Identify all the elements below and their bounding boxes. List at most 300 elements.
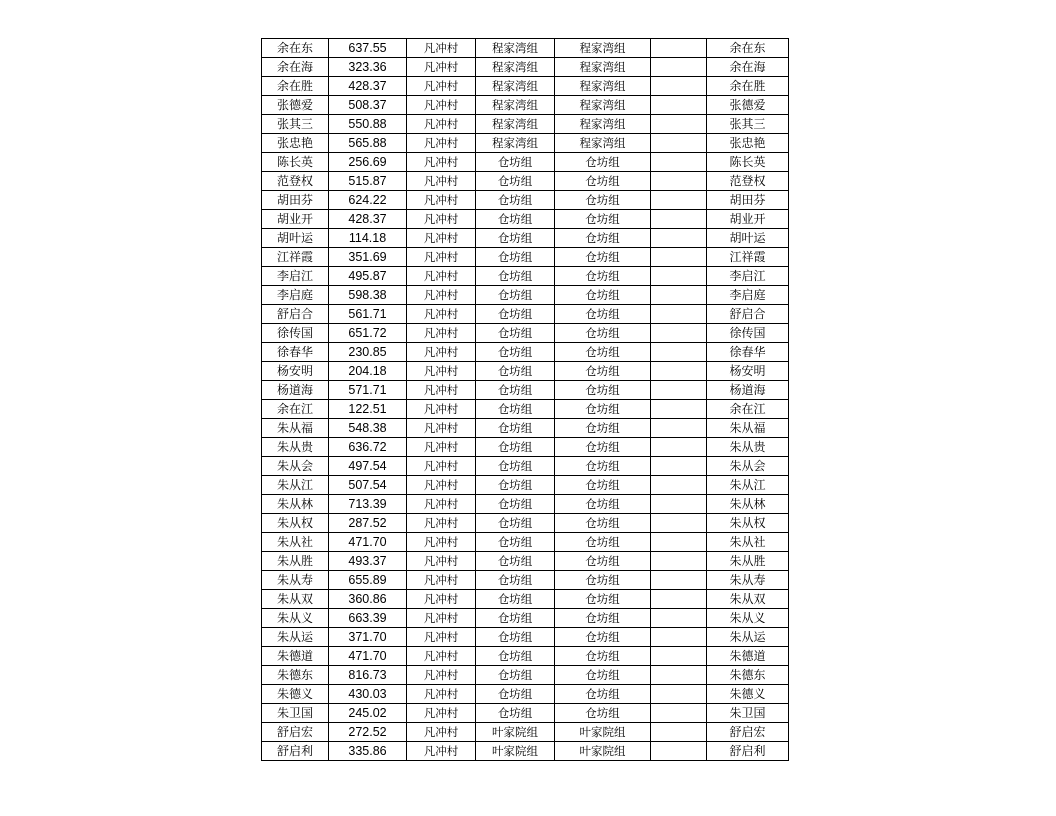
cell-village: 凡冲村 bbox=[407, 210, 476, 229]
cell-group: 程家湾组 bbox=[476, 58, 555, 77]
cell-group: 仓坊组 bbox=[476, 495, 555, 514]
cell-village: 凡冲村 bbox=[407, 495, 476, 514]
table-row bbox=[262, 324, 789, 343]
cell-empty bbox=[651, 571, 707, 590]
cell-group: 仓坊组 bbox=[476, 552, 555, 571]
cell-area: 335.86 bbox=[329, 742, 407, 761]
table-row bbox=[262, 723, 789, 742]
cell-group: 仓坊组 bbox=[476, 172, 555, 191]
cell-empty bbox=[651, 666, 707, 685]
cell-village: 凡冲村 bbox=[407, 96, 476, 115]
cell-area: 550.88 bbox=[329, 115, 407, 134]
cell-name: 张其三 bbox=[262, 115, 329, 134]
cell-area: 428.37 bbox=[329, 77, 407, 96]
cell-group: 程家湾组 bbox=[476, 96, 555, 115]
cell-owner: 朱德义 bbox=[707, 685, 789, 704]
cell-area: 561.71 bbox=[329, 305, 407, 324]
cell-area: 256.69 bbox=[329, 153, 407, 172]
cell-area: 816.73 bbox=[329, 666, 407, 685]
cell-name: 李启江 bbox=[262, 267, 329, 286]
cell-area: 114.18 bbox=[329, 229, 407, 248]
cell-group: 仓坊组 bbox=[476, 324, 555, 343]
cell-area: 493.37 bbox=[329, 552, 407, 571]
cell-name: 李启庭 bbox=[262, 286, 329, 305]
table-row bbox=[262, 476, 789, 495]
cell-group-2: 仓坊组 bbox=[555, 685, 651, 704]
cell-area: 122.51 bbox=[329, 400, 407, 419]
cell-empty bbox=[651, 96, 707, 115]
cell-empty bbox=[651, 495, 707, 514]
cell-group: 仓坊组 bbox=[476, 628, 555, 647]
cell-group-2: 程家湾组 bbox=[555, 134, 651, 153]
cell-group: 仓坊组 bbox=[476, 419, 555, 438]
cell-empty bbox=[651, 305, 707, 324]
cell-name: 舒启合 bbox=[262, 305, 329, 324]
cell-name: 舒启宏 bbox=[262, 723, 329, 742]
cell-owner: 李启庭 bbox=[707, 286, 789, 305]
cell-area: 548.38 bbox=[329, 419, 407, 438]
cell-empty bbox=[651, 723, 707, 742]
cell-name: 杨道海 bbox=[262, 381, 329, 400]
table-row bbox=[262, 571, 789, 590]
cell-group-2: 仓坊组 bbox=[555, 609, 651, 628]
cell-name: 杨安明 bbox=[262, 362, 329, 381]
cell-village: 凡冲村 bbox=[407, 400, 476, 419]
cell-group: 仓坊组 bbox=[476, 438, 555, 457]
cell-area: 471.70 bbox=[329, 647, 407, 666]
cell-empty bbox=[651, 742, 707, 761]
cell-empty bbox=[651, 286, 707, 305]
cell-group: 仓坊组 bbox=[476, 647, 555, 666]
cell-owner: 杨道海 bbox=[707, 381, 789, 400]
cell-name: 朱从胜 bbox=[262, 552, 329, 571]
cell-village: 凡冲村 bbox=[407, 172, 476, 191]
cell-group: 仓坊组 bbox=[476, 229, 555, 248]
cell-area: 495.87 bbox=[329, 267, 407, 286]
cell-owner: 余在胜 bbox=[707, 77, 789, 96]
cell-owner: 余在海 bbox=[707, 58, 789, 77]
cell-group-2: 仓坊组 bbox=[555, 533, 651, 552]
cell-area: 204.18 bbox=[329, 362, 407, 381]
cell-group-2: 仓坊组 bbox=[555, 647, 651, 666]
cell-name: 朱从运 bbox=[262, 628, 329, 647]
cell-village: 凡冲村 bbox=[407, 723, 476, 742]
cell-village: 凡冲村 bbox=[407, 229, 476, 248]
cell-empty bbox=[651, 324, 707, 343]
cell-village: 凡冲村 bbox=[407, 685, 476, 704]
cell-area: 565.88 bbox=[329, 134, 407, 153]
cell-name: 朱从社 bbox=[262, 533, 329, 552]
table-row bbox=[262, 134, 789, 153]
cell-owner: 张其三 bbox=[707, 115, 789, 134]
cell-name: 朱从权 bbox=[262, 514, 329, 533]
cell-name: 陈长英 bbox=[262, 153, 329, 172]
cell-village: 凡冲村 bbox=[407, 476, 476, 495]
cell-name: 朱从双 bbox=[262, 590, 329, 609]
cell-group-2: 仓坊组 bbox=[555, 286, 651, 305]
cell-owner: 朱从义 bbox=[707, 609, 789, 628]
cell-village: 凡冲村 bbox=[407, 191, 476, 210]
cell-group: 仓坊组 bbox=[476, 362, 555, 381]
cell-village: 凡冲村 bbox=[407, 457, 476, 476]
cell-village: 凡冲村 bbox=[407, 590, 476, 609]
cell-area: 663.39 bbox=[329, 609, 407, 628]
cell-group: 叶家院组 bbox=[476, 742, 555, 761]
cell-owner: 陈长英 bbox=[707, 153, 789, 172]
cell-empty bbox=[651, 438, 707, 457]
cell-area: 713.39 bbox=[329, 495, 407, 514]
cell-group: 仓坊组 bbox=[476, 514, 555, 533]
cell-village: 凡冲村 bbox=[407, 324, 476, 343]
cell-group-2: 仓坊组 bbox=[555, 590, 651, 609]
table-row bbox=[262, 77, 789, 96]
cell-empty bbox=[651, 400, 707, 419]
cell-area: 624.22 bbox=[329, 191, 407, 210]
cell-group-2: 仓坊组 bbox=[555, 552, 651, 571]
cell-village: 凡冲村 bbox=[407, 248, 476, 267]
cell-village: 凡冲村 bbox=[407, 77, 476, 96]
cell-group: 仓坊组 bbox=[476, 590, 555, 609]
cell-group: 仓坊组 bbox=[476, 248, 555, 267]
table-row bbox=[262, 381, 789, 400]
cell-village: 凡冲村 bbox=[407, 267, 476, 286]
cell-owner: 朱从胜 bbox=[707, 552, 789, 571]
cell-group: 程家湾组 bbox=[476, 134, 555, 153]
cell-group-2: 程家湾组 bbox=[555, 39, 651, 58]
cell-empty bbox=[651, 267, 707, 286]
cell-group: 仓坊组 bbox=[476, 609, 555, 628]
cell-area: 598.38 bbox=[329, 286, 407, 305]
cell-name: 朱从福 bbox=[262, 419, 329, 438]
cell-owner: 胡叶运 bbox=[707, 229, 789, 248]
cell-name: 余在胜 bbox=[262, 77, 329, 96]
cell-empty bbox=[651, 628, 707, 647]
cell-group-2: 仓坊组 bbox=[555, 666, 651, 685]
cell-village: 凡冲村 bbox=[407, 286, 476, 305]
cell-village: 凡冲村 bbox=[407, 609, 476, 628]
cell-area: 430.03 bbox=[329, 685, 407, 704]
cell-area: 371.70 bbox=[329, 628, 407, 647]
cell-owner: 朱德道 bbox=[707, 647, 789, 666]
cell-area: 655.89 bbox=[329, 571, 407, 590]
cell-village: 凡冲村 bbox=[407, 419, 476, 438]
table-row bbox=[262, 305, 789, 324]
cell-name: 朱从义 bbox=[262, 609, 329, 628]
table-row bbox=[262, 96, 789, 115]
cell-empty bbox=[651, 647, 707, 666]
cell-village: 凡冲村 bbox=[407, 343, 476, 362]
cell-empty bbox=[651, 362, 707, 381]
cell-empty bbox=[651, 343, 707, 362]
cell-village: 凡冲村 bbox=[407, 362, 476, 381]
cell-empty bbox=[651, 419, 707, 438]
cell-village: 凡冲村 bbox=[407, 666, 476, 685]
cell-empty bbox=[651, 514, 707, 533]
cell-name: 胡叶运 bbox=[262, 229, 329, 248]
cell-area: 428.37 bbox=[329, 210, 407, 229]
cell-area: 497.54 bbox=[329, 457, 407, 476]
cell-group-2: 仓坊组 bbox=[555, 267, 651, 286]
cell-owner: 朱从寿 bbox=[707, 571, 789, 590]
cell-group-2: 仓坊组 bbox=[555, 229, 651, 248]
cell-group-2: 仓坊组 bbox=[555, 476, 651, 495]
cell-village: 凡冲村 bbox=[407, 438, 476, 457]
cell-village: 凡冲村 bbox=[407, 381, 476, 400]
cell-owner: 朱从江 bbox=[707, 476, 789, 495]
cell-group: 仓坊组 bbox=[476, 400, 555, 419]
table-row bbox=[262, 343, 789, 362]
cell-village: 凡冲村 bbox=[407, 115, 476, 134]
table-row bbox=[262, 286, 789, 305]
cell-empty bbox=[651, 457, 707, 476]
cell-owner: 舒启合 bbox=[707, 305, 789, 324]
table-row bbox=[262, 514, 789, 533]
cell-owner: 胡田芬 bbox=[707, 191, 789, 210]
cell-owner: 张德爱 bbox=[707, 96, 789, 115]
cell-area: 360.86 bbox=[329, 590, 407, 609]
cell-area: 245.02 bbox=[329, 704, 407, 723]
cell-empty bbox=[651, 590, 707, 609]
cell-name: 江祥霞 bbox=[262, 248, 329, 267]
cell-group: 仓坊组 bbox=[476, 704, 555, 723]
cell-owner: 朱从双 bbox=[707, 590, 789, 609]
cell-group: 仓坊组 bbox=[476, 267, 555, 286]
cell-area: 323.36 bbox=[329, 58, 407, 77]
cell-village: 凡冲村 bbox=[407, 628, 476, 647]
cell-owner: 朱从权 bbox=[707, 514, 789, 533]
cell-name: 舒启利 bbox=[262, 742, 329, 761]
cell-village: 凡冲村 bbox=[407, 571, 476, 590]
cell-name: 张忠艳 bbox=[262, 134, 329, 153]
cell-group: 叶家院组 bbox=[476, 723, 555, 742]
cell-name: 余在海 bbox=[262, 58, 329, 77]
cell-group-2: 仓坊组 bbox=[555, 210, 651, 229]
cell-empty bbox=[651, 229, 707, 248]
cell-name: 朱从江 bbox=[262, 476, 329, 495]
data-table bbox=[261, 38, 789, 761]
cell-village: 凡冲村 bbox=[407, 704, 476, 723]
table-row bbox=[262, 609, 789, 628]
cell-area: 272.52 bbox=[329, 723, 407, 742]
cell-group: 仓坊组 bbox=[476, 210, 555, 229]
cell-group: 仓坊组 bbox=[476, 476, 555, 495]
cell-name: 朱卫国 bbox=[262, 704, 329, 723]
cell-name: 朱德东 bbox=[262, 666, 329, 685]
cell-village: 凡冲村 bbox=[407, 742, 476, 761]
cell-group: 程家湾组 bbox=[476, 77, 555, 96]
cell-area: 636.72 bbox=[329, 438, 407, 457]
table-row bbox=[262, 666, 789, 685]
cell-group-2: 仓坊组 bbox=[555, 438, 651, 457]
cell-empty bbox=[651, 704, 707, 723]
cell-group: 仓坊组 bbox=[476, 685, 555, 704]
cell-owner: 朱德东 bbox=[707, 666, 789, 685]
table-row bbox=[262, 229, 789, 248]
cell-empty bbox=[651, 153, 707, 172]
cell-name: 胡田芬 bbox=[262, 191, 329, 210]
cell-group-2: 仓坊组 bbox=[555, 248, 651, 267]
cell-group: 仓坊组 bbox=[476, 305, 555, 324]
cell-owner: 余在江 bbox=[707, 400, 789, 419]
cell-name: 徐春华 bbox=[262, 343, 329, 362]
table-row bbox=[262, 685, 789, 704]
cell-group: 仓坊组 bbox=[476, 533, 555, 552]
cell-village: 凡冲村 bbox=[407, 305, 476, 324]
cell-empty bbox=[651, 685, 707, 704]
cell-owner: 朱从贵 bbox=[707, 438, 789, 457]
cell-owner: 张忠艳 bbox=[707, 134, 789, 153]
cell-group-2: 仓坊组 bbox=[555, 362, 651, 381]
cell-empty bbox=[651, 58, 707, 77]
cell-owner: 舒启宏 bbox=[707, 723, 789, 742]
table-row bbox=[262, 419, 789, 438]
cell-empty bbox=[651, 115, 707, 134]
cell-group: 仓坊组 bbox=[476, 153, 555, 172]
cell-village: 凡冲村 bbox=[407, 153, 476, 172]
cell-name: 徐传国 bbox=[262, 324, 329, 343]
cell-group-2: 仓坊组 bbox=[555, 495, 651, 514]
cell-village: 凡冲村 bbox=[407, 134, 476, 153]
cell-empty bbox=[651, 172, 707, 191]
table-row bbox=[262, 647, 789, 666]
table-row bbox=[262, 438, 789, 457]
cell-empty bbox=[651, 476, 707, 495]
cell-group: 仓坊组 bbox=[476, 381, 555, 400]
cell-owner: 朱从林 bbox=[707, 495, 789, 514]
cell-group: 程家湾组 bbox=[476, 39, 555, 58]
cell-group: 仓坊组 bbox=[476, 571, 555, 590]
cell-name: 朱从会 bbox=[262, 457, 329, 476]
cell-group: 仓坊组 bbox=[476, 457, 555, 476]
table-row bbox=[262, 552, 789, 571]
table-row bbox=[262, 115, 789, 134]
cell-area: 571.71 bbox=[329, 381, 407, 400]
cell-group: 仓坊组 bbox=[476, 286, 555, 305]
cell-owner: 朱从福 bbox=[707, 419, 789, 438]
cell-group-2: 程家湾组 bbox=[555, 96, 651, 115]
cell-area: 515.87 bbox=[329, 172, 407, 191]
cell-owner: 朱从会 bbox=[707, 457, 789, 476]
cell-group-2: 叶家院组 bbox=[555, 742, 651, 761]
cell-group-2: 仓坊组 bbox=[555, 381, 651, 400]
table-row bbox=[262, 362, 789, 381]
cell-group: 仓坊组 bbox=[476, 191, 555, 210]
cell-group-2: 仓坊组 bbox=[555, 514, 651, 533]
cell-area: 230.85 bbox=[329, 343, 407, 362]
cell-owner: 江祥霞 bbox=[707, 248, 789, 267]
cell-empty bbox=[651, 248, 707, 267]
cell-empty bbox=[651, 39, 707, 58]
cell-name: 张德爱 bbox=[262, 96, 329, 115]
cell-name: 胡业开 bbox=[262, 210, 329, 229]
cell-group-2: 仓坊组 bbox=[555, 191, 651, 210]
cell-owner: 李启江 bbox=[707, 267, 789, 286]
cell-area: 637.55 bbox=[329, 39, 407, 58]
cell-group-2: 仓坊组 bbox=[555, 400, 651, 419]
cell-name: 朱德义 bbox=[262, 685, 329, 704]
cell-area: 651.72 bbox=[329, 324, 407, 343]
cell-area: 471.70 bbox=[329, 533, 407, 552]
table-row bbox=[262, 742, 789, 761]
cell-village: 凡冲村 bbox=[407, 552, 476, 571]
cell-empty bbox=[651, 191, 707, 210]
cell-area: 351.69 bbox=[329, 248, 407, 267]
cell-group-2: 程家湾组 bbox=[555, 115, 651, 134]
cell-area: 287.52 bbox=[329, 514, 407, 533]
cell-owner: 朱卫国 bbox=[707, 704, 789, 723]
cell-village: 凡冲村 bbox=[407, 647, 476, 666]
cell-group: 仓坊组 bbox=[476, 343, 555, 362]
table-row bbox=[262, 704, 789, 723]
cell-group-2: 仓坊组 bbox=[555, 419, 651, 438]
table-row bbox=[262, 210, 789, 229]
cell-empty bbox=[651, 552, 707, 571]
table-row bbox=[262, 495, 789, 514]
cell-area: 508.37 bbox=[329, 96, 407, 115]
cell-village: 凡冲村 bbox=[407, 58, 476, 77]
cell-owner: 朱从运 bbox=[707, 628, 789, 647]
table-row bbox=[262, 533, 789, 552]
cell-name: 朱德道 bbox=[262, 647, 329, 666]
table-row bbox=[262, 39, 789, 58]
cell-area: 507.54 bbox=[329, 476, 407, 495]
cell-group-2: 仓坊组 bbox=[555, 343, 651, 362]
cell-name: 朱从寿 bbox=[262, 571, 329, 590]
cell-group: 程家湾组 bbox=[476, 115, 555, 134]
cell-owner: 范登权 bbox=[707, 172, 789, 191]
table-row bbox=[262, 248, 789, 267]
cell-group-2: 仓坊组 bbox=[555, 628, 651, 647]
cell-group-2: 仓坊组 bbox=[555, 305, 651, 324]
cell-empty bbox=[651, 134, 707, 153]
table-row bbox=[262, 457, 789, 476]
table-row bbox=[262, 172, 789, 191]
cell-group-2: 仓坊组 bbox=[555, 153, 651, 172]
cell-owner: 徐传国 bbox=[707, 324, 789, 343]
cell-group-2: 仓坊组 bbox=[555, 571, 651, 590]
table-row bbox=[262, 267, 789, 286]
cell-empty bbox=[651, 77, 707, 96]
cell-group-2: 叶家院组 bbox=[555, 723, 651, 742]
cell-owner: 徐春华 bbox=[707, 343, 789, 362]
table-row bbox=[262, 58, 789, 77]
cell-owner: 舒启利 bbox=[707, 742, 789, 761]
cell-group-2: 仓坊组 bbox=[555, 324, 651, 343]
cell-village: 凡冲村 bbox=[407, 39, 476, 58]
cell-name: 余在江 bbox=[262, 400, 329, 419]
cell-group-2: 仓坊组 bbox=[555, 172, 651, 191]
cell-owner: 杨安明 bbox=[707, 362, 789, 381]
table-body bbox=[262, 39, 789, 761]
cell-empty bbox=[651, 210, 707, 229]
cell-group: 仓坊组 bbox=[476, 666, 555, 685]
cell-group-2: 仓坊组 bbox=[555, 704, 651, 723]
cell-name: 朱从贵 bbox=[262, 438, 329, 457]
cell-name: 范登权 bbox=[262, 172, 329, 191]
table-row bbox=[262, 628, 789, 647]
cell-owner: 朱从社 bbox=[707, 533, 789, 552]
cell-owner: 余在东 bbox=[707, 39, 789, 58]
cell-name: 朱从林 bbox=[262, 495, 329, 514]
cell-village: 凡冲村 bbox=[407, 514, 476, 533]
cell-group-2: 仓坊组 bbox=[555, 457, 651, 476]
cell-owner: 胡业开 bbox=[707, 210, 789, 229]
cell-village: 凡冲村 bbox=[407, 533, 476, 552]
table-row bbox=[262, 153, 789, 172]
cell-empty bbox=[651, 533, 707, 552]
cell-empty bbox=[651, 609, 707, 628]
cell-empty bbox=[651, 381, 707, 400]
